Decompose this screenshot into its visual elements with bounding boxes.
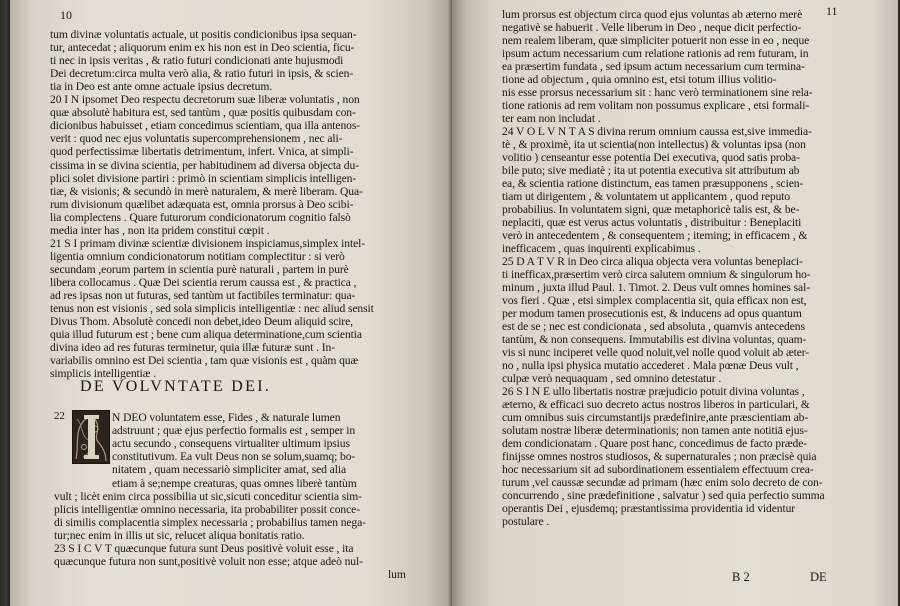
text-line: plicis intelligentiæ omnino necessaria, ita probabiliter possit conce-: [54, 502, 360, 516]
text-line: tia in Deo est ante omne actuale ipsius decretum.: [50, 80, 273, 94]
text-line: vis si nunc inciperet velle quod noluit,vel nolle quod voluit ab æter-: [502, 346, 810, 359]
text-line: per modum tamen prosecutionis est, & inducens ad opus quantum: [502, 307, 802, 320]
text-line: ligentia omnium condicionatorum notitiam complectitur : si verò: [50, 249, 345, 263]
text-line: concurrendo , sine prædefinitione , salvatur ) sed quia perfectio summa: [502, 489, 825, 502]
text-line: dem condicionatam . Quare post hanc, concedimus de facto præde-: [502, 437, 808, 450]
text-line: volitio ) censeantur esse potentia Dei executiva, quod satis proba-: [502, 151, 800, 164]
signature-mark: B 2: [732, 570, 750, 584]
text-line: quæ absolutè habitura est, sed tantùm , quæ positis quibusdam con-: [50, 106, 356, 120]
text-line: 21 S I primam divinæ scientiæ divisionem inspiciamus,simplex intel-: [50, 236, 366, 250]
text-line: 23 S I C V T quæcunque futura sunt Deus positivè voluit esse , ita: [54, 542, 354, 555]
text-line: nis esse prorsus necessarium sit : hanc verò terminationem sine rela-: [502, 86, 813, 99]
text-line: tur;nec enim in illis ut sic, relucet aliqua bonitatis ratio.: [54, 528, 305, 542]
text-line: 24 V O L V N T A S divina rerum omnium caussa est,sive immedia-: [502, 125, 812, 138]
text-line: no , nulla ipsi physica mutatio accederet . Mala pœnæ Deus vult ,: [502, 359, 799, 372]
text-line: postulare .: [502, 515, 550, 528]
page-number-left: 10: [60, 8, 72, 22]
text-line: ea præsertim fundata , sed ipsum actum necessarium cum termina-: [502, 60, 805, 73]
text-line: hoc necessarium sit ad subordinationem essentialem effectuum crea-: [502, 463, 814, 476]
text-line: operantis Dei , ejusdemq; præstantissima providentia id videntur: [502, 502, 796, 515]
text-line: 25 D A T V R in Deo circa aliqua objecta vera voluntas beneplaci-: [502, 255, 803, 268]
text-line: lia complectens . Quare futurorum condicionatorum cognitio falsò: [50, 210, 351, 224]
text-line: neplaciti, quæ est verus actus voluntatis , distribuitur : Beneplaciti: [502, 216, 802, 229]
text-line: plici solet divisione partiri : primò in scientiam simplicis intelligen-: [50, 171, 357, 185]
catchword: DE: [810, 570, 827, 584]
text-line: tenus non est visionis , sed sola simplicis intelligentiæ : nec aliud sensit: [50, 302, 374, 316]
text-line: nem realem liberam, quæ simpliciter potuerit non esse in eo , neque: [502, 34, 810, 47]
text-line: tiæ, & visionis; & secundò in merè naturalem, & merè liberam. Qua-: [50, 184, 363, 198]
text-line: æterno, & efficaci suo decreto actus nostros liberos in particulari, &: [502, 398, 810, 411]
text-line: est de se ; nec est condicionata , sed absoluta , quamvis antecedens: [502, 320, 805, 333]
text-line: divina ideo ad res futuras terminetur, quia illæ futuræ sunt . In-: [50, 341, 335, 355]
text-line: dicionibus habuisset , etiam concedimus scientiam, qua illa antenos-: [50, 119, 361, 133]
text-line: adstruunt ; quæ ejus perfectio formalis est , semper in: [112, 424, 356, 438]
text-line: tiam ut dirigentem , & voluntatem ut applicantem , quod reputo: [502, 190, 791, 203]
text-line: variabilis omnino est Dei scientia , tam quæ visionis est , quàm quæ: [50, 354, 359, 368]
text-line: libera collocamus . Quæ Dei scientia rerum caussa est , & practica ,: [50, 275, 357, 289]
text-line: quod perfectissimæ libertatis detrimentum, infert. Vnica, at simpli-: [50, 145, 354, 159]
text-line: inefficacem , quas inquirenti explicabimus .: [502, 242, 701, 255]
text-line: quia illud futurum est ; bene cum aliqua determinatione,cum scientia: [50, 328, 362, 342]
text-line: 26 S I N E ullo libertatis nostræ præjudicio potuit divina voluntas ,: [502, 385, 805, 398]
text-line: tè , & proximè, ita ut scientia(non intellectus) & voluntas ipsa (non: [502, 138, 806, 151]
text-line: lum prorsus est objectum circa quod ejus voluntas ab æterno merè: [502, 8, 803, 21]
text-line: constitutivum. Ea vult Deus non se solum,suamq; bo-: [112, 450, 356, 464]
ornamental-initial: [72, 410, 110, 464]
paragraph-number-22: 22: [54, 410, 65, 422]
text-line: minum , juxta illud Paul. 1. Timot. 2. Deus vult omnes homines sal-: [502, 281, 810, 294]
text-line: tum divinæ voluntatis actuale, ut positis condicionibus ipsa sequan-: [50, 28, 357, 41]
text-line: cum omnibus suis circumstantijs prædefinire,ante præscientiam ab-: [502, 411, 809, 424]
text-line: probabilius. In voluntatem signi, quæ metaphoricè talis est, & be-: [502, 203, 800, 216]
text-line: ipsum actum necessarium cum relatione rationis ad rem futuram, in: [502, 47, 809, 60]
text-line: etiam à se;nempe creaturas, quas omnes liberè tantùm: [112, 476, 357, 490]
text-line: ti inefficax,præsertim verò circa salutem omnium & singulorum ho-: [502, 268, 811, 281]
text-line: di similis complacentia simplex necessaria ; probabilius tamen nega-: [54, 515, 366, 529]
text-line: rum divisionum quælibet adæquata est, omnia prorsus à Deo scibi-: [50, 197, 354, 211]
page-number-right: 11: [826, 4, 838, 18]
text-line: actu secundo , consequens virtualiter ultimum ipsius: [112, 437, 350, 451]
text-line: solutam nostræ liberæ determinationis; non tamen ante notitiā ejus-: [502, 424, 808, 437]
text-line: ad res ipsas non ut futuras, sed tantùm ut factibiles terminatur: qua-: [50, 289, 356, 302]
text-line: bile puto; sive mediatè ; ita ut potentia executiva sit attributum ab: [502, 164, 800, 177]
text-line: turum ,vel caussæ secundæ ad primam (hæc enim solo decreto de con-: [502, 476, 823, 489]
text-line: tione rationis ad rem volitam non possumus explicare , etsi formali-: [502, 99, 810, 112]
text-line: ea, & scientia ratione distinctum, eas tamen præsupponens , scien-: [502, 177, 804, 190]
text-line: culpæ verò nequaquam , sed omnino detestatur .: [502, 372, 722, 385]
text-line: negativè se habuerit . Velle liberum in Deo , neque dicit perfectio-: [502, 21, 802, 34]
text-line: cissima in se divina scientia, per habitudinem ad diversa objecta du-: [50, 158, 359, 172]
section-heading: DE VOLVNTATE DEI.: [80, 378, 272, 395]
text-line: media inter has , non ita pridem constitui cœpit .: [50, 223, 270, 237]
right-page: [452, 0, 898, 606]
text-line: finijsse omnes nostros studiosos, & supernaturales ; non præcisè quia: [502, 450, 817, 463]
text-line: tantùm, & non consequens. Immutabilis est divina voluntas, quam-: [502, 333, 807, 346]
text-line: tur, antecedat ; aliquorum enim ex his non est in Deo scientia, ficu-: [50, 41, 355, 55]
text-line: verit : quod nec ejus voluntatis supercomprehensionem , nec ali-: [50, 132, 343, 146]
text-line: secundam ,eorum partem in scientia purè naturali , partem in purè: [50, 262, 349, 276]
text-line: vult ; licèt enim circa possibilia ut sic,sicuti conceditur scientia sim-: [54, 489, 362, 503]
text-line: lum: [388, 568, 406, 582]
text-line: ter eam non includat .: [502, 112, 601, 125]
text-line: quæcunque futura non sunt,positivè voluit non esse; atque adeò nul-: [54, 555, 363, 569]
text-line: Dei decretum:circa multa verò alia, & ratio futuri in ipsis, & scien-: [50, 67, 354, 81]
text-line: Divus Thom. Absolutè concedi non debet,ideo Deum aliquid scire,: [50, 315, 353, 329]
left-page: [10, 0, 452, 606]
text-line: simplicis intelligentiæ .: [50, 367, 157, 381]
text-line: ti nec in ipsis veritas , & ratio futuri condicionati ante hujusmodi: [50, 54, 344, 68]
text-line: N DEO voluntatem esse, Fides , & naturale lumen: [112, 411, 341, 424]
text-line: nitatem , quam necessariò simpliciter amat, sed alia: [112, 463, 347, 477]
text-line: vos fieri . Quæ , etsi simplex complacentia sit, quia efficax non est,: [502, 294, 807, 307]
text-line: verò in antecedentem , & consequentem ; iteming; in efficacem , &: [502, 229, 808, 242]
text-line: tione ad objectum , quia omnino est, etsi totum illius volitio-: [502, 73, 777, 86]
text-line: 20 I N ipsomet Deo respectu decretorum suæ liberæ voluntatis , non: [50, 93, 360, 107]
